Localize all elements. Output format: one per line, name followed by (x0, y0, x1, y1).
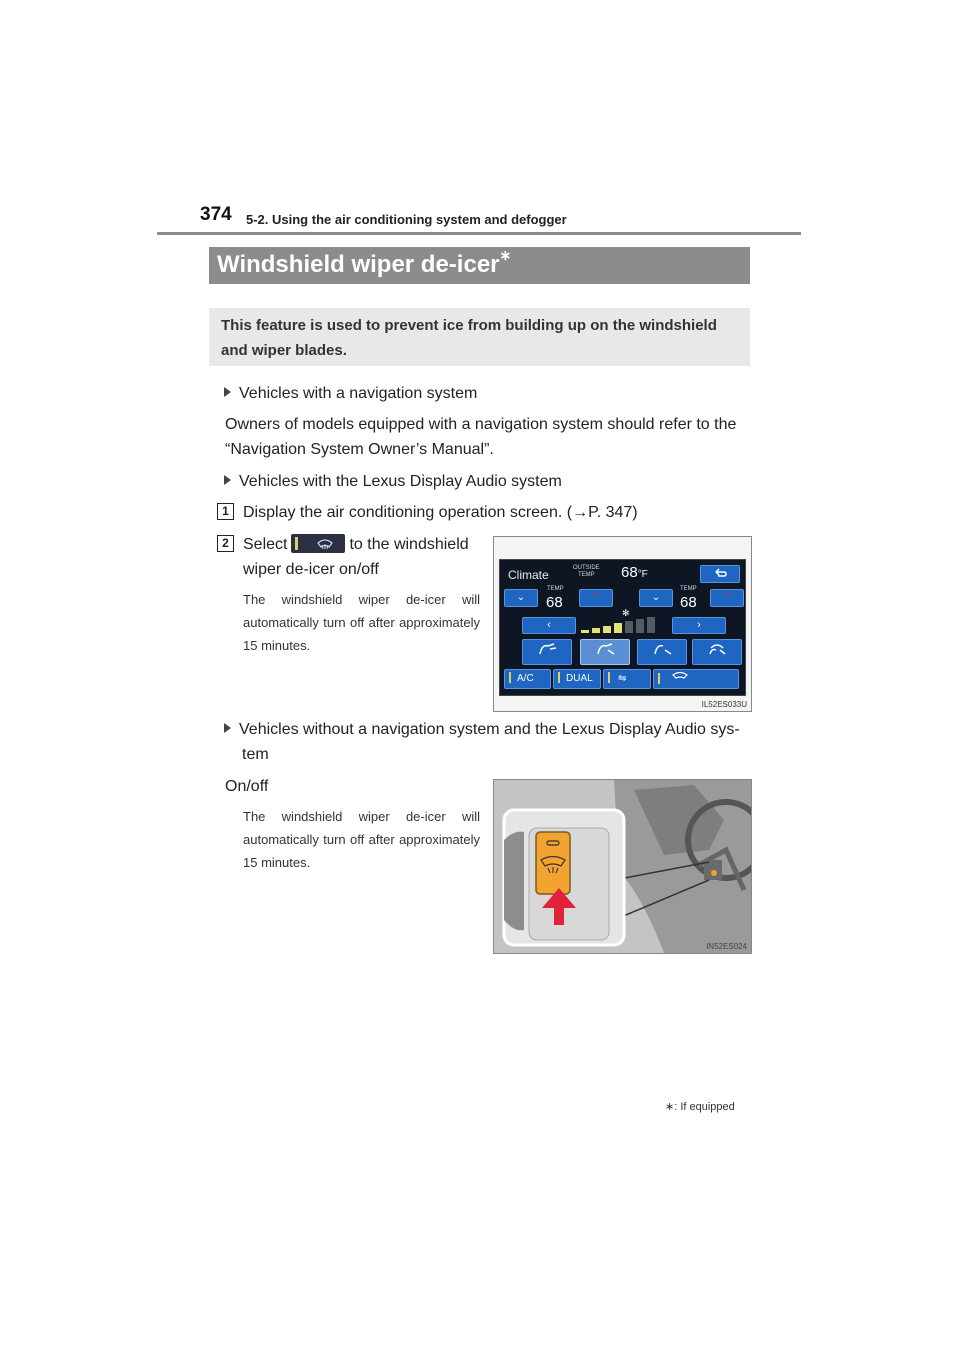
chevron-down-icon: ⌄ (651, 592, 661, 603)
step-2-note: The windshield wiper de-icer will automatically turn off after approximately 15 minutes. (243, 592, 480, 653)
chevron-left-icon: ‹ (547, 619, 551, 631)
dual-label: DUAL (566, 673, 593, 684)
header-rule (157, 232, 801, 235)
fan-icon: ✻ (622, 608, 630, 618)
image-id: IL52ES033U (701, 700, 747, 709)
footnote-text: : If equipped (674, 1101, 735, 1113)
chevron-down-icon: ⌄ (516, 592, 526, 603)
arrow-icon: → (572, 504, 589, 521)
wiper-deicer-button[interactable] (653, 669, 739, 689)
outside-temp-value (621, 564, 648, 581)
no-nav-note: The windshield wiper de-icer will automatically turn off after approximately 15 minutes. (243, 809, 480, 870)
climate-title: Climate (508, 568, 549, 582)
no-nav-bullet (224, 717, 740, 742)
outside-temp-number: 68 (621, 564, 638, 581)
triangle-bullet-icon (224, 387, 231, 397)
climate-screen (499, 559, 746, 696)
outside-temp-label (573, 565, 600, 579)
step-1-text-b: P. 347) (588, 504, 638, 521)
return-arrow-icon (713, 566, 727, 583)
step-1-text-a: Display the air conditioning operation screen. ( (243, 504, 573, 521)
indicator-bar (658, 673, 660, 684)
mode-face-feet-button[interactable] (580, 639, 630, 665)
chevron-right-icon: › (697, 619, 701, 631)
airflow-face-feet-icon (594, 645, 616, 662)
defroster-icon (672, 674, 688, 685)
fan-bar (625, 621, 633, 633)
step-2-select: Select (243, 536, 288, 553)
fan-bar (592, 628, 600, 633)
climate-screen-figure (493, 536, 752, 712)
chevron-up-icon: ⌃ (722, 592, 732, 603)
airflow-defrost-icon (706, 645, 728, 662)
triangle-bullet-icon (224, 723, 231, 733)
step-2-badge: 2 (217, 535, 234, 552)
step-1-badge: 1 (217, 503, 234, 520)
fan-bar (603, 626, 611, 633)
left-temp-value: 68 (546, 594, 563, 611)
page-number: 374 (200, 204, 232, 225)
fan-bar (636, 619, 644, 633)
mode-feet-button[interactable] (637, 639, 687, 665)
dashboard-switch-figure (493, 779, 752, 954)
back-button[interactable] (700, 565, 740, 583)
page-title-text: Windshield wiper de-icer (217, 251, 500, 278)
mode-feet-defrost-button[interactable] (692, 639, 742, 665)
no-nav-bullet-line-1: Vehicles without a navigation system and the Lexus Display Audio sys- (239, 721, 740, 738)
triangle-bullet-icon (224, 475, 231, 485)
dual-button[interactable] (553, 669, 601, 689)
right-temp-label: TEMP (680, 586, 697, 592)
ac-button[interactable] (504, 669, 551, 689)
dashboard-illustration (494, 780, 751, 953)
step-2-line-1 (243, 532, 469, 557)
right-temp-value: 68 (680, 594, 697, 611)
indicator-bar (558, 672, 560, 683)
defroster-button-glyph (291, 534, 345, 553)
intro-text: This feature is used to prevent ice from building up on the windshield and wiper blades. (221, 317, 717, 359)
right-temp-up-button[interactable] (710, 589, 744, 607)
footnote-symbol: ∗ (665, 1101, 675, 1113)
intro-box (209, 308, 750, 366)
on-off-label: On/off (225, 778, 269, 795)
ac-label: A/C (517, 673, 534, 684)
lda-bullet (224, 469, 562, 494)
indicator-bar (509, 672, 511, 683)
fan-up-button[interactable] (672, 617, 726, 634)
step-2-rest-1: to the windshield (349, 536, 469, 553)
title-bar (209, 247, 750, 284)
left-temp-label: TEMP (547, 586, 564, 592)
lda-bullet-text: Vehicles with the Lexus Display Audio system (239, 473, 562, 490)
indicator-bar (608, 672, 610, 683)
right-temp-down-button[interactable] (639, 589, 673, 607)
left-temp-up-button[interactable] (579, 589, 613, 607)
section-heading: 5-2. Using the air conditioning system and defogger (246, 212, 567, 227)
step-1-text (243, 500, 638, 525)
page-title (217, 247, 512, 279)
fan-level-bars (581, 616, 666, 633)
temp-unit: °F (637, 569, 648, 580)
fan-bar (581, 630, 589, 633)
no-nav-bullet-line-2: tem (242, 746, 269, 763)
outside-label-2: TEMP (578, 572, 595, 578)
recirculation-icon: ⇋ (618, 673, 627, 684)
recirculation-button[interactable] (603, 669, 651, 689)
airflow-feet-icon (651, 645, 673, 662)
left-temp-down-button[interactable] (504, 589, 538, 607)
title-asterisk: ∗ (499, 247, 512, 263)
fan-down-button[interactable] (522, 617, 576, 634)
mode-face-button[interactable] (522, 639, 572, 665)
step-2-line-2: wiper de-icer on/off (243, 561, 379, 578)
fan-bar (614, 623, 622, 633)
nav-text-line-1: Owners of models equipped with a navigation system should refer to the (225, 416, 737, 433)
fan-bar (647, 617, 655, 633)
image-id: IN52ES024 (706, 942, 747, 951)
outside-label-1: OUTSIDE (573, 565, 600, 571)
chevron-up-icon: ⌃ (591, 592, 601, 603)
nav-bullet-text: Vehicles with a navigation system (239, 385, 478, 402)
nav-bullet (224, 381, 477, 406)
nav-text-line-2: “Navigation System Owner’s Manual”. (225, 441, 494, 458)
indicator-bar (295, 537, 298, 550)
footnote (665, 1100, 735, 1113)
airflow-face-icon (536, 645, 558, 662)
